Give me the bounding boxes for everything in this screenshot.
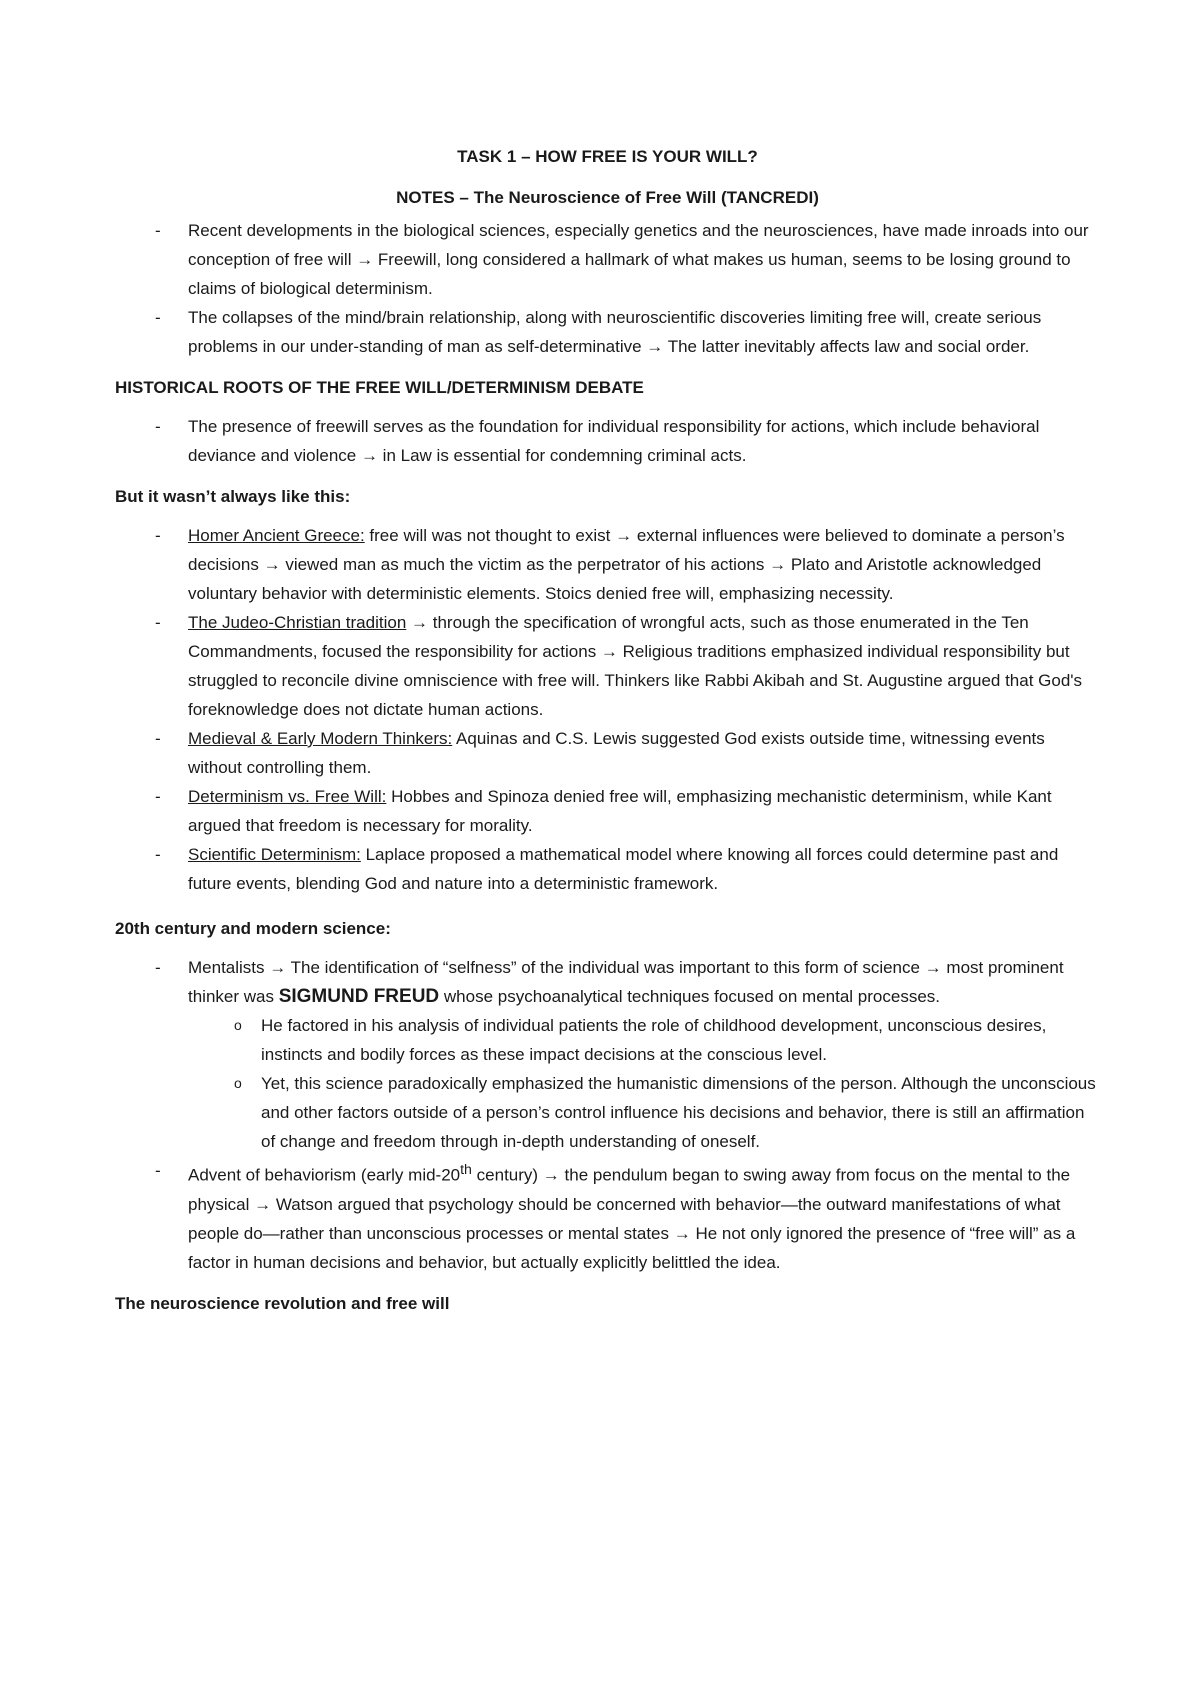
list-item: - The presence of freewill serves as the foundation for individual responsibility for actions, which include behavioral deviance and violence → in Law is essential for condemning criminal acts. — [115, 412, 1100, 470]
historical-roots-list — [115, 412, 1100, 470]
item-text: free will was not thought to exist → external influences were believed to dominate a person’s decisions → viewed man as much the victim as the perpetrator of his actions → Plato and Aristotle acknowledged voluntary behavior with deterministic elements. Stoics denied free will, emphasizing necessity. — [188, 526, 1065, 603]
item-text: Mentalists → The identification of “selfness” of the individual was important to this form of science → most prominent thinker was — [188, 958, 1064, 1006]
item-label: Scientific Determinism: — [188, 845, 361, 864]
section-heading-not-always: But it wasn’t always like this: — [115, 487, 351, 506]
list-item-mentalists — [115, 953, 1100, 1156]
list-item — [115, 521, 1100, 608]
item-text: whose psychoanalytical techniques focused on mental processes. — [439, 987, 941, 1006]
list-item — [115, 608, 1100, 724]
document-body — [115, 142, 1100, 1328]
item-text: → through the specification of wrongful acts, such as those enumerated in the Ten Commandments, focused the responsibility for actions → Religious traditions emphasized individual responsibility but struggled to reconcile divine omniscience with free will. Thinkers like Rabbi Akibah and St. Augustine argued that God's foreknowledge does not dictate human actions. — [188, 613, 1083, 719]
list-item: - Recent developments in the biological sciences, especially genetics and the neurosciences, have made inroads into our conception of free will → Freewill, long considered a hallmark of what makes us human, seems to be losing ground to claims of biological determinism. — [115, 216, 1100, 303]
sub-list-item: o He factored in his analysis of individual patients the role of childhood development, unconscious desires, instincts and bodily forces as these impact decisions at the conscious level. — [188, 1011, 1100, 1069]
list-item-behaviorism — [115, 1156, 1100, 1277]
section-heading-neuroscience-revolution: The neuroscience revolution and free will — [115, 1293, 450, 1313]
item-text: Aquinas and C.S. Lewis suggested God exists outside time, witnessing events without controlling them. — [188, 729, 1045, 777]
mentalists-sublist — [188, 1011, 1100, 1156]
item-label: Determinism vs. Free Will: — [188, 787, 387, 806]
document-title: TASK 1 – HOW FREE IS YOUR WILL? — [457, 147, 758, 166]
item-label: The Judeo-Christian tradition — [188, 613, 407, 632]
section-heading-historical-roots: HISTORICAL ROOTS OF THE FREE WILL/DETERMINISM DEBATE — [115, 378, 644, 397]
item-text: century) → the pendulum began to swing away from focus on the mental to the physical → Watson argued that psychology should be concerned with behavior—the outward manifestations of what people do—rather than unconscious processes or mental states → He not only ignored the presence of “free will” as a factor in human decisions and behavior, but actually explicitly belittled the idea. — [188, 1165, 1076, 1272]
item-label: Homer Ancient Greece: — [188, 526, 365, 545]
list-item — [115, 840, 1100, 898]
list-item — [115, 782, 1100, 840]
item-text: Laplace proposed a mathematical model where knowing all forces could determine past and future events, blending God and nature into a deterministic framework. — [188, 845, 1059, 893]
list-item: - The collapses of the mind/brain relationship, along with neuroscientific discoveries limiting free will, create serious problems in our under-standing of man as self-determinative → The latter inevitably affects law and social order. — [115, 303, 1100, 361]
section-heading-20th-century: 20th century and modern science: — [115, 919, 391, 938]
intro-list — [115, 216, 1100, 361]
list-item — [115, 724, 1100, 782]
superscript: th — [460, 1162, 472, 1178]
modern-science-list — [115, 953, 1100, 1277]
item-text: Hobbes and Spinoza denied free will, emphasizing mechanistic determinism, while Kant argued that freedom is necessary for morality. — [188, 787, 1052, 835]
emphasized-name: SIGMUND FREUD — [278, 986, 440, 1007]
sub-list-item: o Yet, this science paradoxically emphasized the humanistic dimensions of the person. Although the unconscious and other factors outside of a person’s control influence his decisions and behavior, there is still an affirmation of change and freedom through in-depth understanding of oneself. — [188, 1069, 1100, 1156]
item-label: Medieval & Early Modern Thinkers: — [188, 729, 453, 748]
document-subtitle: NOTES – The Neuroscience of Free Will (TANCREDI) — [396, 188, 819, 207]
history-list — [115, 521, 1100, 898]
item-text: Advent of behaviorism (early mid-20 — [188, 1165, 461, 1185]
